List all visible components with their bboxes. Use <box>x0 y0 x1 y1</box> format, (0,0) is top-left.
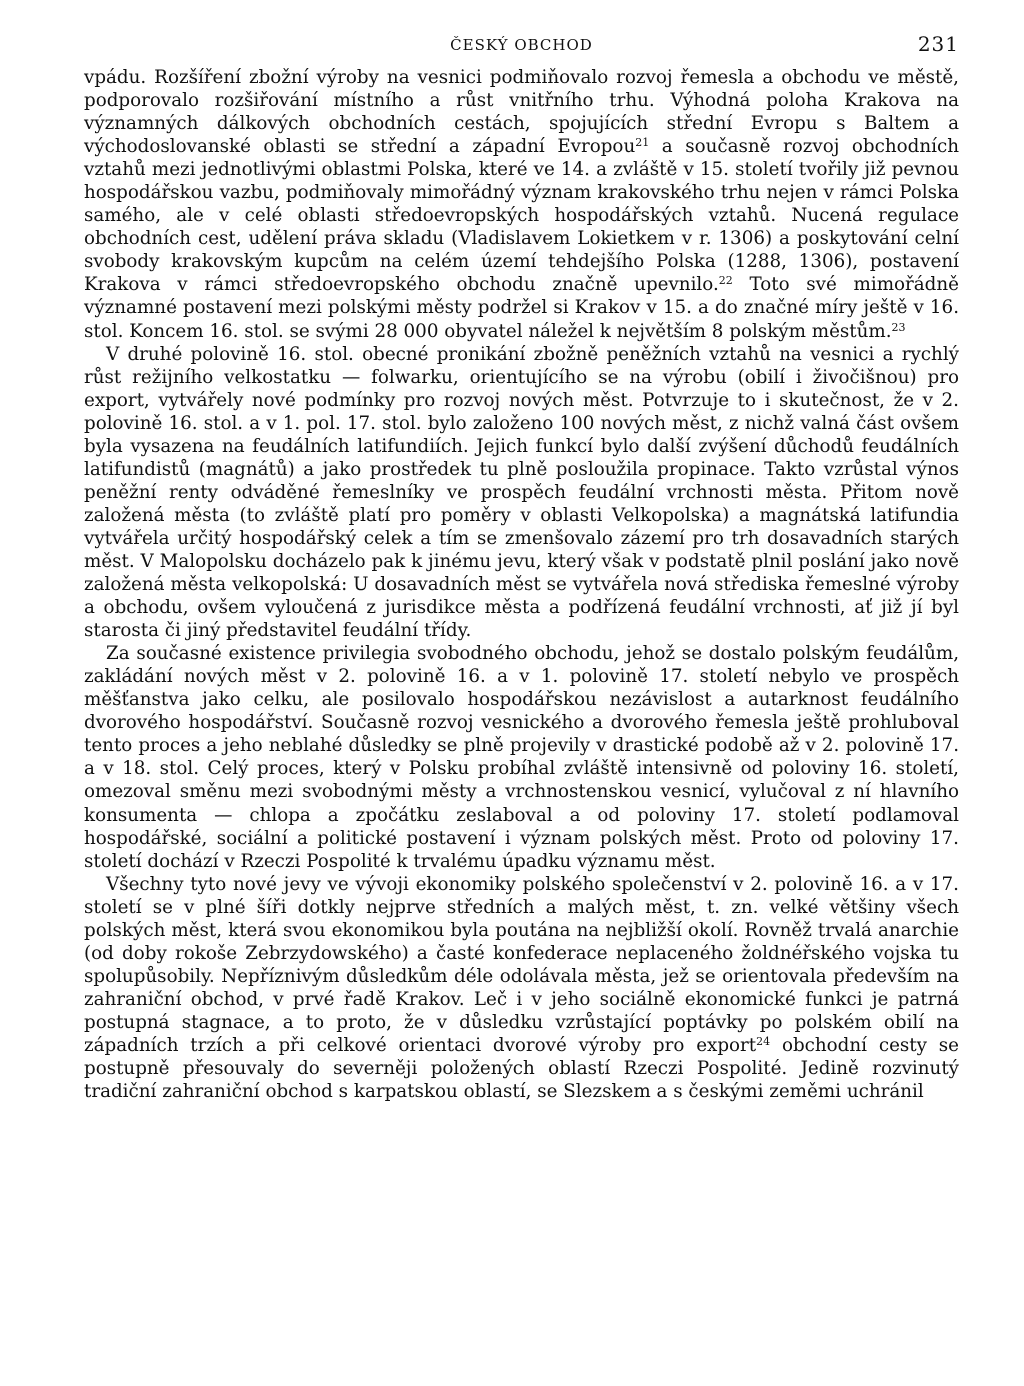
footnote-ref: 24 <box>756 1034 771 1048</box>
paragraph-text: V druhé polovině 16. stol. obecné pronikání zbožně peněžních vztahů na vesnici a rychlý růst režijního velkostatku — folwarku, orientujícího se na výrobu (obilí i živočišnou) pro export, vytvářely nové podmínky pro rozvoj nových měst. Potvrzuje to i skutečnost, že v 2. polovině 16. stol. a v 1. pol. 17. stol. bylo založeno 100 nových měst, z nichž valná část ovšem byla vysazena na feudálních latifundiích. Jejich funkcí bylo další zvýšení důchodů feudálních latifundistů (magnátů) a jako prostředek tu plně posloužila propinace. Takto vzrůstal výnos peněžní renty odváděné řemeslníky ve prospěch feudální vrchnosti města. Přitom nově založená města (to zvláště platí pro poměry v oblasti Velkopolska) a magnátská latifundia vytvářela určitý hospodářský celek a tím se zmenšovalo zázemí pro trh dosavadních starých měst. V Malopolsku docházelo pak k jinému jevu, který však v podstatě plnil poslání jako nově založená města velkopolská: U dosavadních měst se vytvářela nová střediska řemeslné výroby a obchodu, ovšem vyloučená z jurisdikce města a podřízená feudální vrchnosti, ať již jí byl starosta či jiný představitel feudální třídy. <box>84 343 959 642</box>
paragraph <box>84 642 959 872</box>
footnote-ref: 23 <box>891 320 906 334</box>
paragraph-text: obchodní cesty se postupně přesouvaly do severněji položených oblastí Rzeczi Pospolité. Jedině rozvinutý tradiční zahraniční obchod s karpatskou oblastí, se Slezskem a s českými zeměmi uchránil <box>84 1034 959 1103</box>
running-title: ČESKÝ OBCHOD <box>450 36 593 54</box>
running-head <box>84 28 959 60</box>
book-page <box>84 28 959 1103</box>
paragraph <box>84 343 959 643</box>
paragraph <box>84 66 959 343</box>
paragraph-text: Za současné existence privilegia svobodného obchodu, jehož se dostalo polským feudálům, zakládání nových měst v 2. polovině 16. a v 1. polovině 17. století nebylo ve prospěch měšťanstva jako celku, ale posilovalo hospodářskou nezávislost a autarknost feudálního dvorového hospodářství. Současně rozvoj vesnického a dvorového řemesla ještě prohluboval tento proces a jeho neblahé důsledky se plně projevily v drastické podobě až v 2. polovině 17. a v 18. stol. Celý proces, který v Polsku probíhal zvláště intensivně od poloviny 16. století, omezoval směnu mezi svobodnými městy a vrchnostenskou vesnicí, vylučoval z ní hlavního konsumenta — chlopa a zpočátku zeslaboval a od poloviny 17. století podlamoval hospodářské, sociální a politické postavení i význam polských měst. Proto od poloviny 17. století dochází v Rzeczi Pospolité k trvalému úpadku významu měst. <box>84 643 959 872</box>
paragraph <box>84 873 959 1103</box>
page-number: 231 <box>917 32 959 56</box>
footnote-ref: 21 <box>635 136 650 150</box>
body-text <box>84 66 959 1103</box>
paragraph-text: Všechny tyto nové jevy ve vývoji ekonomiky polského společenství v 2. polovině 16. a v 17. století se v plné šíři dotkly nejprve středních a malých měst, t. zn. velké většiny všech polských měst, která svou ekonomikou byla poutána na nejbližší okolí. Rovněž trvalá anarchie (od doby rokoše Zebrzydowského) a časté konfederace neplaceného žoldnéřského vojska tu spolupůsobily. Nepříznivým důsledkům déle odolávala města, jež se orientovala především na zahraniční obchod, v prvé řadě Krakov. Leč i v jeho sociálně ekonomické funkci je patrná postupná stagnace, a to proto, že v důsledku vzrůstající poptávky po polském obilí na západních trzích a při celkové orientaci dvorové výroby pro export <box>84 873 959 1056</box>
paragraph-text: vpádu. Rozšíření zbožní výroby na vesnici podmiňovalo rozvoj řemesla a obchodu ve městě, podporovalo rozšiřování místního a růst vnitřního trhu. Výhodná poloha Krakova na významných dálkových obchodních cestách, spojujících střední Evropu s Baltem a východoslovanské oblasti se střední a západní Evropou <box>84 67 959 158</box>
paragraph-text: a současně rozvoj obchodních vztahů mezi jednotlivými oblastmi Polska, které ve 14. a zvláště v 15. století tvořily již pevnou hospodářskou vazbu, podmiňovaly mimořádný význam krakovského trhu nejen v rámci Polska samého, ale v celé oblasti středoevropských hospodářských vztahů. Nucená regulace obchodních cest, udělení práva skladu (Vladislavem Lokietkem v r. 1306) a poskytování celní svobody krakovským kupcům na celém území tehdejšího Polska (1288, 1306), postavení Krakova v rámci středoevropského obchodu značně upevnilo. <box>84 136 959 296</box>
paragraph-text: Toto své mimořádně významné postavení mezi polskými městy podržel si Krakov v 15. a do značné míry ještě v 16. stol. Koncem 16. stol. se svými 28 000 obyvatel náležel k největším 8 polským městům. <box>84 274 959 342</box>
footnote-ref: 22 <box>718 274 733 288</box>
